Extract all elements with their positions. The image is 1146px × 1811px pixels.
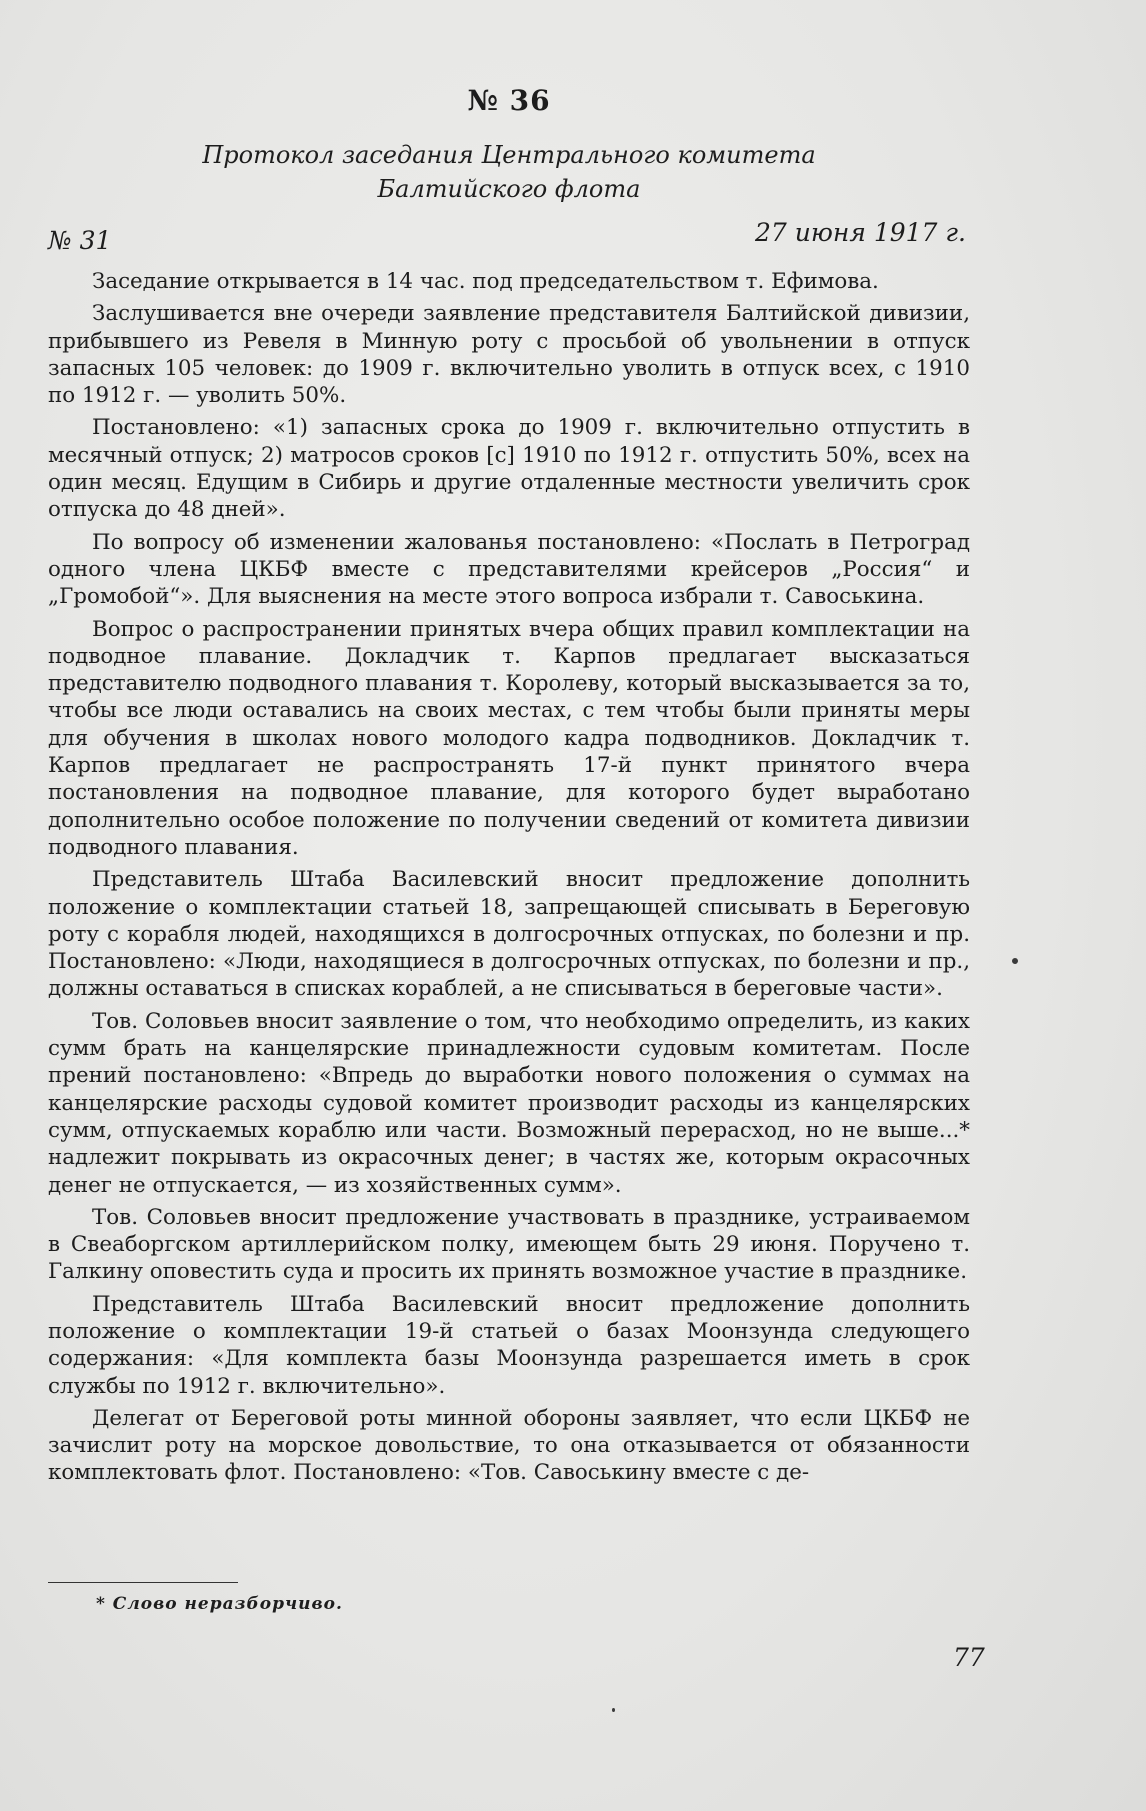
paragraph-9: Представитель Штаба Василевский вносит предложение дополнить положение о комплектации 19-й статьей о базах Моонзунда следующего содержания: «Для комплекта базы Моонзунда разрешается иметь в срок службы по 1912 г. включительно». <box>48 1291 970 1399</box>
paragraph-8: Тов. Соловьев вносит предложение участвовать в празднике, устраиваемом в Свеаборгском артиллерийском полку, имеющем быть 29 июня. Поручено т. Галкину оповестить суда и просить их принять возможное участие в празднике. <box>48 1204 970 1285</box>
document-title <box>0 138 1018 206</box>
print-speck <box>612 1708 615 1712</box>
document-body <box>48 268 970 1487</box>
paragraph-2: Заслушивается вне очереди заявление представителя Балтийской дивизии, прибывшего из Ревеля в Минную роту с просьбой об увольнении в отпуск запасных 105 человек: до 1909 г. включительно уволить в отпуск всех, с 1910 по 1912 г. — уволить 50%. <box>48 301 970 409</box>
paragraph-7: Тов. Соловьев вносит заявление о том, что необходимо определить, из каких сумм брать на канцелярские принадлежности судовым комитетам. После прений постановлено: «Впредь до выработки нового положения о суммах на канцелярские расходы судовой комитет производит расходы из канцелярских сумм, отпускаемых кораблю или части. Возможный перерасход, но не выше...* надлежит покрывать из окрасочных денег; в частях же, которым окрасочных денег не отпускается, — из хозяйственных сумм». <box>48 1008 970 1198</box>
title-line-1: Протокол заседания Центрального комитета <box>202 141 816 169</box>
document-number: № 36 <box>467 84 551 117</box>
footnote-divider <box>48 1582 238 1583</box>
paragraph-3: Постановлено: «1) запасных срока до 1909 г. включительно отпустить в месячный отпуск; 2) матросов сроков [с] 1910 по 1912 г. отпустить 50%, всех на один месяц. Едущим в Сибирь и другие отдаленные местности увеличить срок отпуска до 48 дней». <box>48 415 970 523</box>
page-number: 77 <box>953 1643 985 1672</box>
print-speck <box>1012 958 1018 964</box>
paragraph-6: Представитель Штаба Василевский вносит предложение дополнить положение о комплектации статьей 18, запрещающей списывать в Береговую роту с корабля людей, находящихся в долгосрочных отпусках, по болезни и пр. Постановлено: «Люди, находящиеся в долгосрочных отпусках, по болезни и пр., должны оставаться в списках кораблей, а не списываться в береговые части». <box>48 867 970 1002</box>
protocol-number: № 31 <box>48 226 112 255</box>
protocol-date: 27 июня 1917 г. <box>755 218 966 247</box>
paragraph-10: Делегат от Береговой роты минной обороны заявляет, что если ЦКБФ не зачислит роту на морское довольствие, то она отказывается от обязанности комплектовать флот. Постановлено: «Тов. Савоськину вместе с де- <box>48 1405 970 1486</box>
paragraph-4: По вопросу об изменении жалованья постановлено: «Послать в Петроград одного члена ЦКБФ вместе с представителями крейсеров „Россия“ и „Громобой“». Для выяснения на месте этого вопроса избрали т. Савоськина. <box>48 529 970 610</box>
paragraph-1: Заседание открывается в 14 час. под председательством т. Ефимова. <box>92 269 879 294</box>
footnote: * Слово неразборчиво. <box>96 1594 343 1614</box>
title-line-2: Балтийского флота <box>377 175 641 203</box>
paragraph-5: Вопрос о распространении принятых вчера общих правил комплектации на подводное плавание. Докладчик т. Карпов предлагает высказаться представителю подводного плавания т. Королеву, который высказывается за то, чтобы все люди оставались на своих местах, с тем чтобы были приняты меры для обучения в школах нового молодого кадра подводников. Докладчик т. Карпов предлагает не распространять 17-й пункт принятого вчера постановления на подводное плавание, для которого будет выработано дополнительно особое положение по получении сведений от комитета дивизии подводного плавания. <box>48 616 970 860</box>
